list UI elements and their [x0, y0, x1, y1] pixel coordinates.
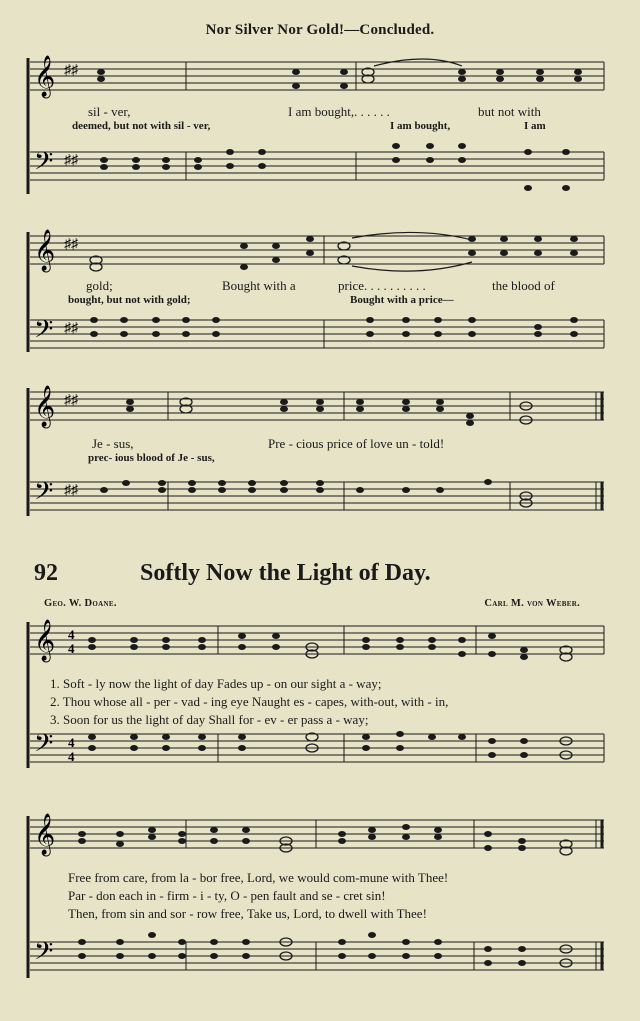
- lyric-s2-v-1: gold;: [86, 278, 113, 293]
- verse1-line1: 1. Soft - ly now the light of day Fades up - on our sight a - way;: [50, 676, 382, 691]
- continued-title: Nor Silver Nor Gold!—Concluded.: [205, 22, 435, 38]
- svg-text:𝄞: 𝄞: [34, 620, 56, 661]
- music-system-2: [26, 222, 606, 372]
- svg-text:4: 4: [68, 627, 75, 642]
- svg-text:𝄞: 𝄞: [34, 230, 56, 271]
- svg-text:4: 4: [68, 749, 75, 764]
- svg-text:♯♯: ♯♯: [64, 63, 78, 78]
- svg-text:♯♯: ♯♯: [64, 393, 78, 408]
- verse2-line2: Par - don each in - firm - i - ty, O - pen fault and se - cret sin!: [68, 888, 386, 903]
- music-system-4: [26, 612, 606, 792]
- lyric-s2-v-3: price. . . . . . . . . .: [338, 278, 426, 293]
- lyric-s2-a-1: bought, but not with gold;: [68, 294, 191, 306]
- svg-text:𝄞: 𝄞: [34, 386, 56, 427]
- svg-text:𝄢: 𝄢: [34, 147, 54, 182]
- music-credit: Carl M. von Weber.: [484, 598, 580, 609]
- svg-text:𝄢: 𝄢: [34, 315, 54, 350]
- hymn-title: Softly Now the Light of Day.: [140, 560, 431, 586]
- words-credit: Geo. W. Doane.: [44, 598, 117, 609]
- lyric-s1-v-3: but not with: [478, 104, 541, 119]
- lyric-s1-v-1: sil - ver,: [88, 104, 131, 119]
- svg-text:𝄞: 𝄞: [34, 56, 56, 97]
- lyric-s1-a-2: I am bought,: [390, 120, 451, 132]
- svg-text:♯♯: ♯♯: [64, 483, 78, 498]
- music-system-1: [26, 48, 606, 198]
- time-signature-bass: [68, 735, 75, 764]
- svg-text:♯♯: ♯♯: [64, 237, 78, 252]
- lyric-s2-a-2: Bought with a price—: [350, 294, 454, 306]
- svg-text:4: 4: [68, 735, 75, 750]
- lyric-s3-v-2: Pre - cious price of love un - told!: [268, 436, 445, 451]
- svg-text:♯♯: ♯♯: [64, 321, 78, 336]
- lyric-s1-a-3: I am: [524, 120, 546, 132]
- lyric-s3-a-1: prec- ious blood of Je - sus,: [88, 452, 215, 464]
- time-signature-treble: [68, 627, 75, 656]
- verse3-line2: Then, from sin and sor - row free, Take us, Lord, to dwell with Thee!: [68, 906, 427, 921]
- verse1-line2: Free from care, from la - bor free, Lord, we would com-mune with Thee!: [68, 870, 449, 885]
- lyric-s2-v-2: Bought with a: [222, 278, 296, 293]
- svg-text:4: 4: [68, 641, 75, 656]
- lyric-s3-v-1: Je - sus,: [92, 436, 134, 451]
- hymn-number: 92: [34, 560, 58, 586]
- svg-text:𝄞: 𝄞: [34, 814, 56, 855]
- lyric-s2-v-4: the blood of: [492, 278, 555, 293]
- verse3-line1: 3. Soon for us the light of day Shall for - ev - er pass a - way;: [50, 712, 369, 727]
- svg-text:𝄢: 𝄢: [34, 937, 54, 972]
- verse2-line1: 2. Thou whose all - per - vad - ing eye Naught es - capes, with-out, with - in,: [50, 694, 449, 709]
- svg-text:𝄢: 𝄢: [34, 477, 54, 512]
- music-system-5: [26, 806, 606, 996]
- svg-text:♯♯: ♯♯: [64, 153, 78, 168]
- lyric-s1-v-2: I am bought,. . . . . .: [288, 104, 390, 119]
- lyric-s1-a-1: deemed, but not with sil - ver,: [72, 120, 211, 132]
- music-system-3: [26, 378, 606, 528]
- svg-text:𝄢: 𝄢: [34, 729, 54, 764]
